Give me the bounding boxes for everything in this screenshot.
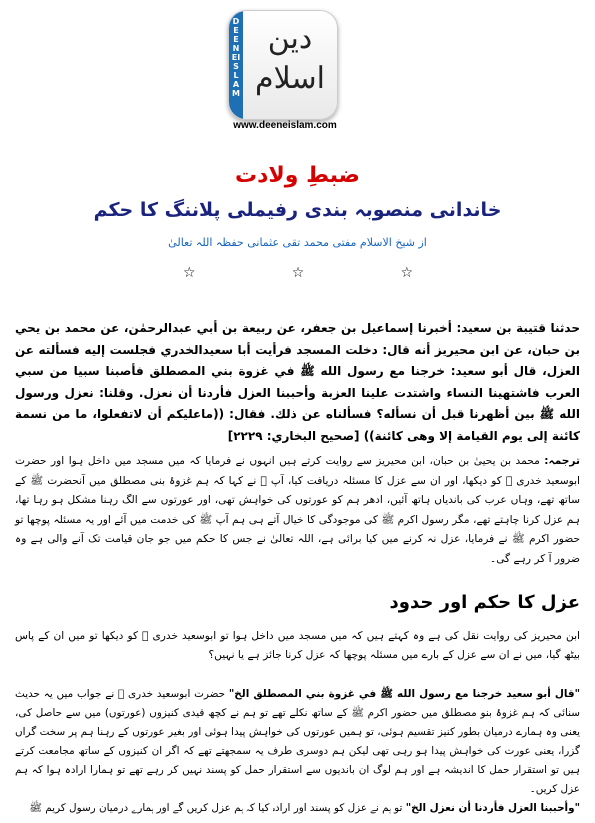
- logo-strip-text: DEENEISLAM: [231, 17, 241, 98]
- star-icon: ☆: [291, 265, 305, 281]
- body-paragraph-2: [15, 685, 580, 799]
- logo-calligraphy: دین اسلام: [255, 21, 325, 96]
- body-paragraph-3: [15, 799, 580, 818]
- page-title: ضبطِ ولادت: [235, 163, 360, 188]
- translation-label: ترجمہ:: [544, 455, 580, 467]
- paragraph-text: حضرت ابوسعید خدری ﷛ نے جواب میں یہ حدیث سنائی کہ ہم غزوۂ بنو مصطلق میں حضور اکرم ﷺ کے ساتھ نکلے تھے تو ہم نے کچھ قیدی کنیزوں (عورتوں) میں سے حاصل کی، یعنی وہ ہمارے درمیان بطور کنیز تقسیم ہوئی، تو ہمیں عورتوں کی خواہش پیدا ہوئی اور بغیر عورتوں کے رہنا ہم پر سخت گراں گزرا، یعنی عورت کی خواہش پیدا ہو رہی تھی لیکن ہم دوسری طرف یہ سمجھتے تھے کہ اگر ان کنیزوں کے ساتھ مجامعت کرتے ہیں تو استقرار حمل کا اندیشہ ہے اور ہم لوگ ان باندیوں سے استقرار حمل کو پسند نہیں کر رہے تھے تو ہمارا ارادہ ہوا کہ ہم عزل کریں۔: [15, 688, 580, 795]
- quoted-hadith: "وأحببنا العزل فأردنا أن نعزل الخ": [405, 802, 580, 814]
- author-byline: از شیخ الاسلام مفتی محمد تقی عثمانی حفظہ اللہ تعالیٰ: [168, 236, 427, 249]
- quoted-hadith: "قال أبو سعيد خرجنا مع رسول الله ﷺ في غزوة بني المصطلق الخ": [228, 688, 581, 700]
- translation-paragraph: [15, 452, 580, 569]
- page-subtitle: خاندانی منصوبہ بندی رفیملی پلاننگ کا حکم: [93, 199, 502, 221]
- site-url[interactable]: www.deeneislam.com: [233, 120, 337, 131]
- body-paragraph-1: ابن محیریز کی روایت نقل کی ہے وہ کہتے ہیں کہ میں مسجد میں داخل ہوا تو ابوسعید خدری ﷛ کو دیکھا تو میں ان کے پاس بیٹھ گیا، میں نے ان سے عزل کے بارے میں مسئلہ پوچھا کہ عزل کرنا جائز ہے یا نہیں؟: [15, 630, 580, 661]
- translation-text: محمد بن یحییٰ بن حبان، ابن محیریز سے روایت کرتے ہیں انہوں نے فرمایا کہ میں مسجد میں داخل ہوا اور حضرت ابوسعید خدری ﷛ کو دیکھا، اور ان سے عزل کا مسئلہ دریافت کیا، آپ ﷛ نے کہا کہ ہم غزوۂ بنی مصطلق میں آنحضرت ﷺ کے ساتھ تھے، وہاں عرب کی باندیاں ہاتھ آئیں، ادھر ہم کو عورتوں کی خواہش تھی، اور عورتوں سے الگ رہنا مشکل ہو رہا تھا، ہم عزل کرنا چاہتے تھے، مگر رسول اکرم ﷺ کی موجودگی کا خیال آتے ہی ہم آپ ﷺ کی خدمت میں آئے اور یہ مسئلہ پوچھا تو حضور اکرم ﷺ نے فرمایا، عزل نہ کرنے میں کیا برائی ہے، اللہ تعالیٰ نے جس کا حکم میں جو جان قیامت تک آنے والی ہے وہ ضرور آ کر رہے گی۔: [15, 455, 580, 565]
- section-heading: عزل کا حکم اور حدود: [389, 592, 580, 613]
- site-logo[interactable]: [228, 10, 338, 120]
- arabic-hadith-text: حدثنا قتيبة بن سعيد: أخبرنا إسماعيل بن جعفر، عن ربيعة بن أبي عبدالرحمٰن، عن محمد بن يحي بن حبان، عن ابن محيريز أنه قال: دخلت المسجد فرأيت أبا سعيدالخدري فجلست إليه فسألته عن العزل، قال أبو سعيد: خرجنا مع رسول الله ﷺ في غزوة بني المصطلق فأصبنا سبيا من سبي العرب فاشتهينا النساء واشتدت علينا العزبة وأحببنا العزل فأردنا أن نعزل. وقلنا: نعزل ورسول الله ﷺ بين أظهرنا قبل أن نسأله؟ فسألناه عن ذلك. فقال: ((ماعليكم أن لاتفعلوا، ما من نسمة كائنة إلى يوم القيامة إلا وهى كائنة)) [صحيح البخاري: ٢٢٢٩]: [15, 321, 580, 443]
- star-icon: ☆: [400, 265, 413, 281]
- paragraph-text: تو ہم نے عزل کو پسند اور ارادہ کیا کہ ہم عزل کریں گے اور ہمارے درمیان رسول کریم ﷺ: [29, 802, 403, 814]
- star-icon: ☆: [183, 265, 196, 281]
- logo-side-strip: [229, 11, 243, 119]
- star-divider: [183, 265, 413, 281]
